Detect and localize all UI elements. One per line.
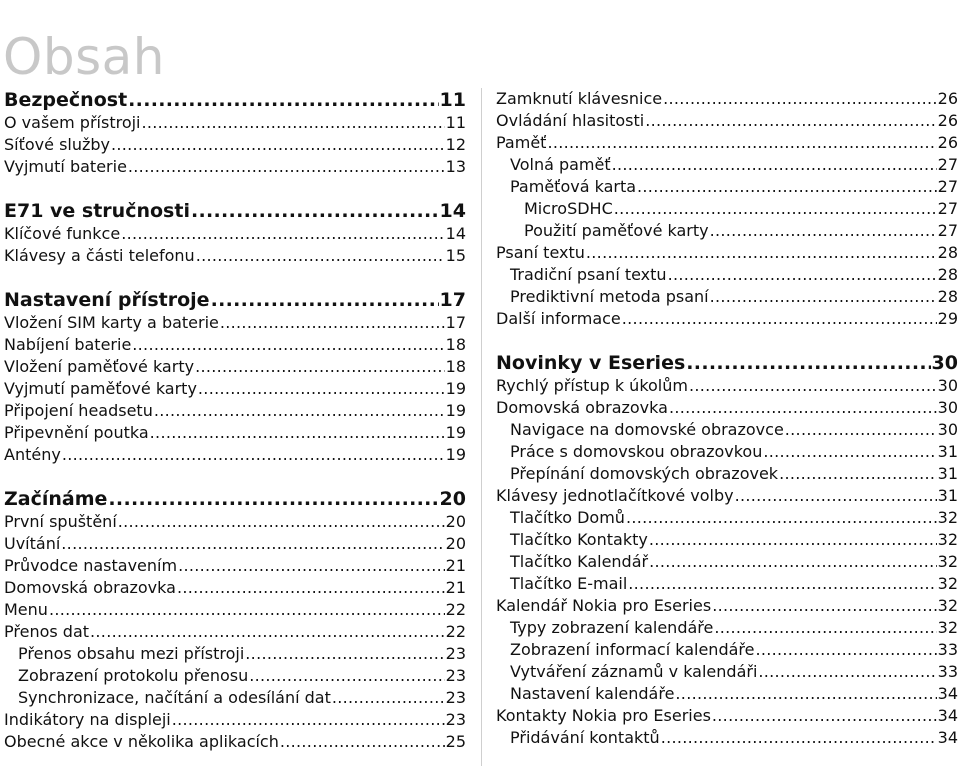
toc-entry-zobrazeni-protokolu-prenosu[interactable] — [4, 665, 466, 687]
dot-leader — [612, 154, 937, 176]
toc-entry-label: Zobrazení informací kalendáře — [510, 640, 755, 659]
toc-entry-label: Volná paměť — [510, 155, 611, 174]
toc-entry-label: Typy zobrazení kalendáře — [510, 618, 714, 637]
toc-page-number: 20 — [439, 488, 466, 510]
toc-entry-ovladani-hlasitosti[interactable] — [496, 110, 958, 132]
toc-entry-label: Rychlý přístup k úkolům — [496, 376, 688, 395]
toc-page-number: 28 — [937, 243, 958, 262]
toc-entry-label: Obecné akce v několika aplikacích — [4, 732, 279, 751]
toc-section-novinky-v-eseries[interactable] — [496, 351, 958, 375]
toc-page-number: 27 — [937, 199, 958, 218]
dot-leader — [714, 617, 936, 639]
toc-page-number: 30 — [937, 420, 958, 439]
toc-entry-klavesy-jednotlacitkove-volby[interactable] — [496, 485, 958, 507]
toc-page-number: 32 — [937, 618, 958, 637]
toc-page-number: 18 — [445, 357, 466, 376]
toc-entry-label: První spuštění — [4, 512, 117, 531]
toc-page-number: 14 — [445, 224, 466, 243]
toc-entry-pripojeni-headsetu[interactable] — [4, 400, 466, 422]
toc-entry-klicove-funkce[interactable] — [4, 223, 466, 245]
dot-leader — [154, 400, 445, 422]
toc-entry-typy-zobrazeni-kalendare[interactable] — [496, 617, 958, 639]
dot-leader — [90, 621, 445, 643]
toc-entry-zamknuti-klavesnice[interactable] — [496, 88, 958, 110]
toc-entry-label: Přidávání kontaktů — [510, 728, 660, 747]
toc-entry-label: E71 ve stručnosti — [4, 200, 190, 222]
toc-page-number: 34 — [937, 706, 958, 725]
toc-section-nastaveni-pristroje[interactable] — [4, 288, 466, 312]
dot-leader — [172, 709, 445, 731]
toc-entry-vyjmuti-pametove-karty[interactable] — [4, 378, 466, 400]
toc-entry-label: Tlačítko Kontakty — [510, 530, 648, 549]
toc-entry-obecne-akce-v-nekolika-aplikacich[interactable] — [4, 731, 466, 753]
toc-entry-label: Ovládání hlasitosti — [496, 111, 645, 130]
toc-entry-label: Tlačítko Kalendář — [510, 552, 649, 571]
toc-entry-label: Vložení paměťové karty — [4, 357, 195, 376]
toc-entry-label: Použití paměťové karty — [524, 221, 709, 240]
toc-page-number: 13 — [445, 157, 466, 176]
toc-page-number: 26 — [937, 111, 958, 130]
toc-entry-label: Nastavení přístroje — [4, 289, 210, 311]
page-title: Obsah — [3, 27, 165, 86]
toc-page-number: 33 — [937, 662, 958, 681]
dot-leader — [785, 419, 937, 441]
toc-entry-label: Připojení headsetu — [4, 401, 153, 420]
dot-leader — [663, 88, 937, 110]
dot-leader — [118, 511, 445, 533]
toc-entry-tlacitko-e-mail[interactable] — [496, 573, 958, 595]
toc-entry-prace-s-domovskou-obrazovkou[interactable] — [496, 441, 958, 463]
toc-page-number: 32 — [937, 574, 958, 593]
toc-entry-vlozeni-sim-karty-a-baterie[interactable] — [4, 312, 466, 334]
toc-entry-prvni-spusteni[interactable] — [4, 511, 466, 533]
dot-leader — [755, 639, 936, 661]
toc-entry-label: Uvítání — [4, 534, 61, 553]
dot-leader — [132, 334, 444, 356]
toc-entry-label: Nastavení kalendáře — [510, 684, 675, 703]
dot-leader — [150, 422, 445, 444]
toc-page-number: 11 — [445, 113, 466, 132]
column-divider — [481, 88, 482, 766]
toc-entry-zobrazeni-informaci-kalendare[interactable] — [496, 639, 958, 661]
toc-entry-vlozeni-pametove-karty[interactable] — [4, 356, 466, 378]
dot-leader — [614, 198, 937, 220]
toc-page-number: 23 — [445, 710, 466, 729]
toc-entry-label: MicroSDHC — [524, 199, 613, 218]
toc-page-number: 30 — [931, 352, 958, 374]
toc-section-zaciname[interactable] — [4, 487, 466, 511]
dot-leader — [142, 112, 445, 134]
toc-entry-label: Vyjmutí paměťové karty — [4, 379, 197, 398]
toc-page-number: 29 — [937, 309, 958, 328]
toc-page-number: 19 — [445, 401, 466, 420]
dot-leader — [196, 245, 445, 267]
toc-entry-label: Navigace na domovské obrazovce — [510, 420, 784, 439]
toc-page-number: 30 — [937, 398, 958, 417]
toc-page-number: 11 — [439, 89, 466, 111]
toc-page-number: 32 — [937, 508, 958, 527]
toc-page-number: 12 — [445, 135, 466, 154]
toc-entry-prepinani-domovskych-obrazovek[interactable] — [496, 463, 958, 485]
toc-page-number: 28 — [937, 287, 958, 306]
toc-page-number: 23 — [445, 688, 466, 707]
toc-page-number: 19 — [445, 445, 466, 464]
toc-entry-klavesy-a-casti-telefonu[interactable] — [4, 245, 466, 267]
toc-page-number: 21 — [445, 556, 466, 575]
toc-entry-pripevneni-poutka[interactable] — [4, 422, 466, 444]
dot-leader — [637, 176, 937, 198]
toc-right-column — [496, 88, 958, 749]
toc-entry-label: Začínáme — [4, 488, 108, 510]
dot-leader — [668, 264, 937, 286]
toc-entry-sitove-sluzby[interactable] — [4, 134, 466, 156]
toc-entry-label: Průvodce nastavením — [4, 556, 178, 575]
dot-leader — [249, 665, 444, 687]
toc-entry-label: Kalendář Nokia pro Eseries — [496, 596, 712, 615]
toc-page-number: 20 — [445, 534, 466, 553]
dot-leader — [735, 485, 937, 507]
dot-leader — [686, 351, 930, 375]
toc-entry-nastaveni-kalendare[interactable] — [496, 683, 958, 705]
dot-leader — [712, 705, 937, 727]
toc-page-number: 18 — [445, 335, 466, 354]
dot-leader — [669, 397, 937, 419]
toc-entry-label: Paměťová karta — [510, 177, 637, 196]
toc-entry-label: Klávesy jednotlačítkové volby — [496, 486, 734, 505]
toc-entry-prenos-dat[interactable] — [4, 621, 466, 643]
toc-entry-label: Zamknutí klávesnice — [496, 89, 663, 108]
dot-leader — [645, 110, 936, 132]
dot-leader — [649, 529, 937, 551]
toc-entry-label: Klíčové funkce — [4, 224, 121, 243]
dot-leader — [198, 378, 445, 400]
toc-entry-label: Vyjmutí baterie — [4, 157, 127, 176]
toc-entry-label: Prediktivní metoda psaní — [510, 287, 709, 306]
toc-entry-label: Nabíjení baterie — [4, 335, 132, 354]
toc-entry-prenos-obsahu-mezi-pristroji[interactable] — [4, 643, 466, 665]
toc-entry-menu[interactable] — [4, 599, 466, 621]
toc-entry-prediktivni-metoda-psani[interactable] — [496, 286, 958, 308]
toc-entry-label: Domovská obrazovka — [4, 578, 176, 597]
toc-left-column — [4, 88, 466, 753]
toc-entry-microsdhc[interactable] — [496, 198, 958, 220]
dot-leader — [245, 643, 444, 665]
toc-page-number: 25 — [445, 732, 466, 751]
toc-entry-label: Synchronizace, načítání a odesílání dat — [18, 688, 331, 707]
dot-leader — [178, 555, 445, 577]
toc-entry-label: Psaní textu — [496, 243, 585, 262]
toc-page-number: 17 — [445, 313, 466, 332]
toc-page-number: 28 — [937, 265, 958, 284]
toc-page-number: 23 — [445, 666, 466, 685]
toc-entry-synchronizace-nacitani-a-odesilani-dat[interactable] — [4, 687, 466, 709]
dot-leader — [779, 463, 937, 485]
toc-entry-pametova-karta[interactable] — [496, 176, 958, 198]
dot-leader — [128, 88, 438, 112]
dot-leader — [108, 487, 438, 511]
dot-leader — [626, 507, 937, 529]
toc-entry-label: Antény — [4, 445, 61, 464]
toc-page-number: 26 — [937, 89, 958, 108]
toc-section-e71-ve-strucnosti[interactable] — [4, 199, 466, 223]
dot-leader — [62, 444, 445, 466]
dot-leader — [586, 242, 937, 264]
toc-page-number: 22 — [445, 622, 466, 641]
toc-entry-label: Tlačítko E-mail — [510, 574, 628, 593]
dot-leader — [628, 573, 936, 595]
dot-leader — [177, 577, 445, 599]
toc-entry-anteny[interactable] — [4, 444, 466, 466]
toc-entry-pouziti-pametove-karty[interactable] — [496, 220, 958, 242]
toc-page-number: 19 — [445, 379, 466, 398]
toc-page-number: 19 — [445, 423, 466, 442]
toc-entry-label: Indikátory na displeji — [4, 710, 171, 729]
toc-entry-tlacitko-kontakty[interactable] — [496, 529, 958, 551]
toc-entry-vyjmuti-baterie[interactable] — [4, 156, 466, 178]
toc-entry-navigace-na-domovske-obrazovce[interactable] — [496, 419, 958, 441]
toc-entry-kalendar-nokia-pro-eseries[interactable] — [496, 595, 958, 617]
toc-page-number: 32 — [937, 596, 958, 615]
toc-entry-tradicni-psani-textu[interactable] — [496, 264, 958, 286]
toc-entry-tlacitko-domu[interactable] — [496, 507, 958, 529]
toc-page-number: 31 — [937, 464, 958, 483]
toc-entry-volna-pamet[interactable] — [496, 154, 958, 176]
toc-page-number: 26 — [937, 133, 958, 152]
toc-entry-psani-textu[interactable] — [496, 242, 958, 264]
toc-entry-kontakty-nokia-pro-eseries[interactable] — [496, 705, 958, 727]
toc-entry-dalsi-informace[interactable] — [496, 308, 958, 330]
toc-entry-label: Klávesy a části telefonu — [4, 246, 195, 265]
toc-entry-label: Paměť — [496, 133, 547, 152]
dot-leader — [280, 731, 445, 753]
toc-page-number: 27 — [937, 155, 958, 174]
dot-leader — [49, 599, 445, 621]
toc-entry-label: Vložení SIM karty a baterie — [4, 313, 219, 332]
toc-entry-uvitani[interactable] — [4, 533, 466, 555]
toc-entry-label: Zobrazení protokolu přenosu — [18, 666, 249, 685]
toc-entry-label: Tradiční psaní textu — [510, 265, 667, 284]
toc-entry-label: Síťové služby — [4, 135, 111, 154]
toc-entry-vytvareni-zaznamu-v-kalendari[interactable] — [496, 661, 958, 683]
dot-leader — [712, 595, 936, 617]
toc-page-number: 34 — [937, 728, 958, 747]
toc-entry-rychly-pristup-k-ukolum[interactable] — [496, 375, 958, 397]
toc-entry-label: Další informace — [496, 309, 621, 328]
toc-page-number: 31 — [937, 486, 958, 505]
toc-entry-label: Novinky v Eseries — [496, 352, 686, 374]
toc-entry-label: Přenos obsahu mezi přístroji — [18, 644, 245, 663]
toc-entry-nabijeni-baterie[interactable] — [4, 334, 466, 356]
dot-leader — [332, 687, 445, 709]
dot-leader — [211, 288, 439, 312]
toc-page-number: 27 — [937, 221, 958, 240]
toc-entry-domovska-obrazovka[interactable] — [4, 577, 466, 599]
dot-leader — [547, 132, 936, 154]
toc-page-number: 34 — [937, 684, 958, 703]
toc-entry-pruvodce-nastavenim[interactable] — [4, 555, 466, 577]
toc-section-bezpecnost[interactable] — [4, 88, 466, 112]
toc-entry-label: Přepínání domovských obrazovek — [510, 464, 779, 483]
toc-page-number: 14 — [439, 200, 466, 222]
toc-page-number: 21 — [445, 578, 466, 597]
dot-leader — [649, 551, 937, 573]
toc-entry-label: Domovská obrazovka — [496, 398, 668, 417]
toc-page-number: 27 — [937, 177, 958, 196]
dot-leader — [61, 533, 444, 555]
dot-leader — [689, 375, 937, 397]
toc-entry-label: Vytváření záznamů v kalendáři — [510, 662, 758, 681]
toc-entry-label: Tlačítko Domů — [510, 508, 625, 527]
toc-entry-label: Připevnění poutka — [4, 423, 149, 442]
toc-entry-label: Kontakty Nokia pro Eseries — [496, 706, 711, 725]
toc-page-number: 20 — [445, 512, 466, 531]
toc-entry-label: O vašem přístroji — [4, 113, 141, 132]
dot-leader — [195, 356, 445, 378]
toc-page-number: 32 — [937, 530, 958, 549]
toc-page-number: 33 — [937, 640, 958, 659]
toc-entry-label: Menu — [4, 600, 48, 619]
toc-page-number: 15 — [445, 246, 466, 265]
dot-leader — [622, 308, 937, 330]
toc-entry-label: Práce s domovskou obrazovkou — [510, 442, 763, 461]
dot-leader — [111, 134, 445, 156]
toc-page-number: 22 — [445, 600, 466, 619]
toc-entry-indikatory-na-displeji[interactable] — [4, 709, 466, 731]
dot-leader — [710, 286, 937, 308]
dot-leader — [220, 312, 445, 334]
toc-entry-pamet[interactable] — [496, 132, 958, 154]
dot-leader — [121, 223, 444, 245]
toc-entry-label: Přenos dat — [4, 622, 90, 641]
toc-entry-pridavani-kontaktu[interactable] — [496, 727, 958, 749]
dot-leader — [763, 441, 936, 463]
toc-page-number: 17 — [439, 289, 466, 311]
toc-entry-tlacitko-kalendar[interactable] — [496, 551, 958, 573]
dot-leader — [661, 727, 937, 749]
dot-leader — [675, 683, 936, 705]
toc-page-number: 30 — [937, 376, 958, 395]
dot-leader — [758, 661, 936, 683]
dot-leader — [128, 156, 445, 178]
toc-page-number: 23 — [445, 644, 466, 663]
dot-leader — [191, 199, 439, 223]
toc-entry-domovska-obrazovka[interactable] — [496, 397, 958, 419]
toc-entry-o-vasem-pristroji[interactable] — [4, 112, 466, 134]
toc-page-number: 32 — [937, 552, 958, 571]
dot-leader — [710, 220, 937, 242]
toc-entry-label: Bezpečnost — [4, 89, 128, 111]
toc-page-number: 31 — [937, 442, 958, 461]
